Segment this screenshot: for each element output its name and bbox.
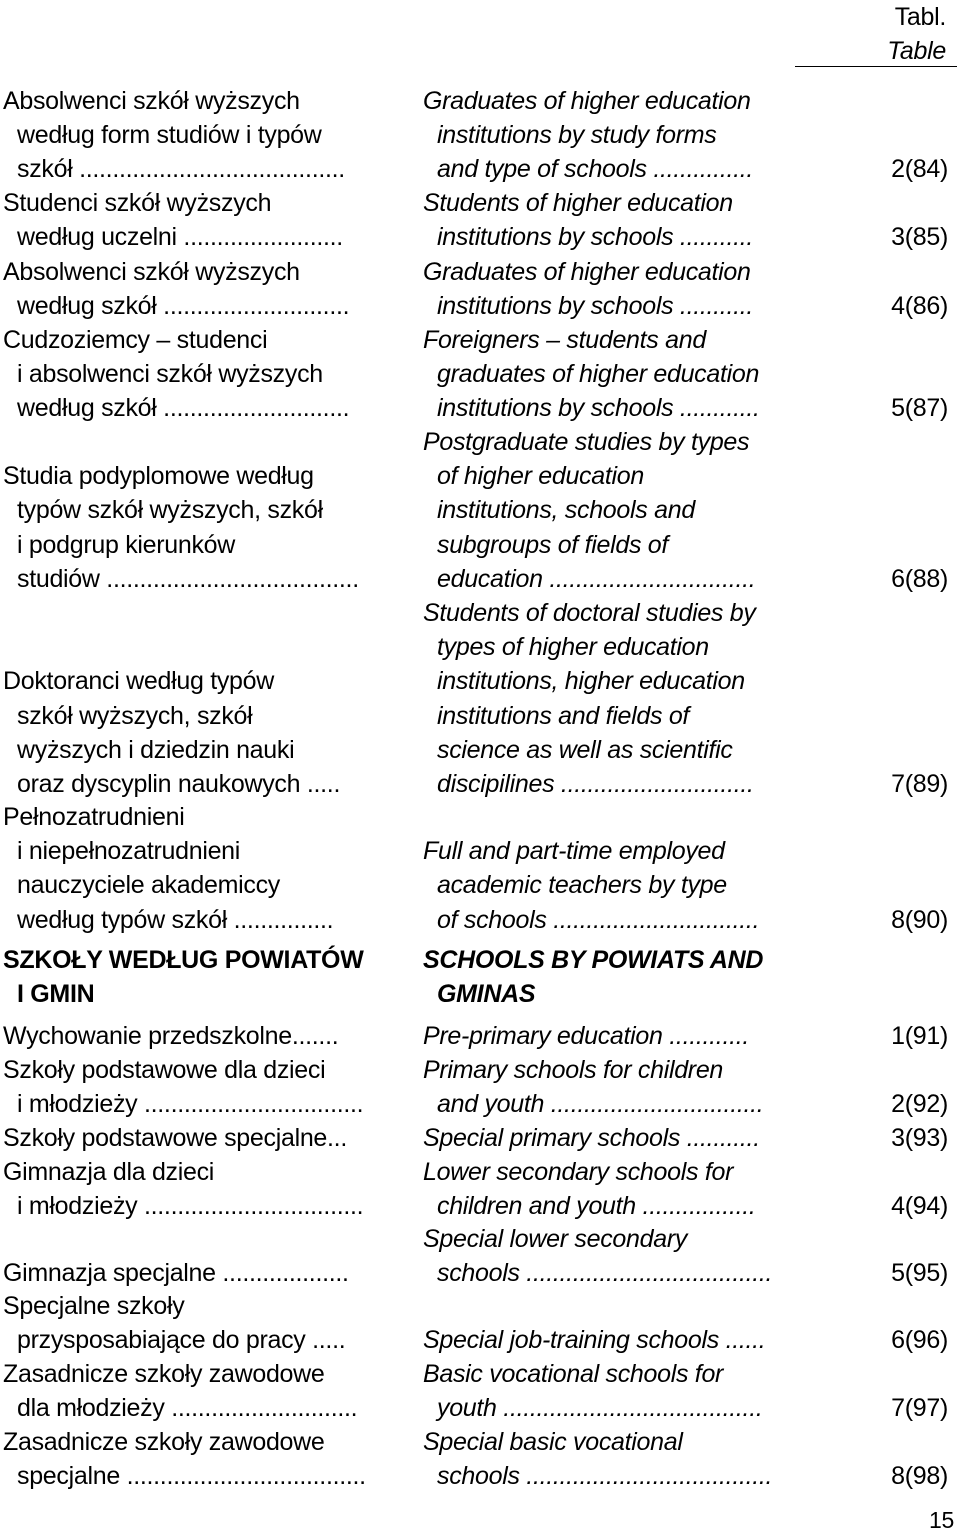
entry-line-pl: według typów szkół ............... [17, 905, 334, 934]
entry-title-pl [3, 1019, 398, 1053]
page-number: 15 [929, 1507, 954, 1533]
entry-title-en [423, 323, 803, 426]
entry-line-en: children and youth ................. [437, 1192, 756, 1221]
entry-line-pl: Absolwenci szkół wyższych [3, 87, 300, 115]
entry-title-pl [3, 1155, 398, 1223]
entry-line-pl: Szkoły podstawowe dla dzieci [3, 1056, 326, 1084]
entry-table-number: 5(95) [891, 1259, 948, 1288]
toc-entry [0, 1155, 960, 1223]
entry-table-number: 1(91) [891, 1022, 948, 1050]
entry-line-en: SCHOOLS BY POWIATS AND [423, 946, 764, 974]
entry-title-en [423, 255, 803, 323]
toc-entry [0, 1222, 960, 1290]
entry-line-en: and type of schools ............... [437, 155, 754, 184]
entry-line-en [423, 800, 803, 834]
entry-line-en: institutions, higher education [437, 667, 745, 696]
entry-line-pl: Zasadnicze szkoły zawodowe [3, 1428, 325, 1456]
entry-line-en: Pre-primary education ............ [423, 1022, 750, 1050]
entry-line-pl: Cudzoziemcy – studenci [3, 326, 268, 354]
entry-line-en: of schools ............................... [437, 905, 760, 934]
entry-line-pl: Studia podyplomowe według [3, 462, 314, 491]
entry-line-en: and youth ................................ [437, 1090, 764, 1119]
entry-line-en: institutions and fields of [437, 701, 690, 730]
entry-line-en: GMINAS [437, 980, 536, 1009]
entry-line-en: science as well as scientific [437, 735, 733, 764]
entry-table-number: 3(85) [891, 223, 948, 252]
entry-table-number: 2(84) [891, 155, 948, 184]
entry-title-pl [3, 1222, 398, 1290]
entry-title-pl [3, 800, 398, 937]
entry-line-en: Lower secondary schools for [423, 1158, 734, 1186]
toc-entry [0, 1425, 960, 1493]
entry-title-pl [3, 1357, 398, 1425]
toc-entry [0, 323, 960, 426]
entry-line-pl: według uczelni ........................ [17, 223, 343, 252]
header-pl: Tabl. [894, 3, 946, 31]
entry-title-en [423, 1155, 803, 1223]
entry-line-pl: przysposabiające do pracy ..... [17, 1326, 346, 1355]
entry-line-en: graduates of higher education [437, 360, 760, 389]
entry-title-en [423, 425, 803, 596]
entry-title-en [423, 943, 803, 1011]
entry-title-pl [3, 323, 398, 426]
entry-line-pl: Gimnazja dla dzieci [3, 1158, 215, 1186]
table-header [887, 0, 946, 68]
entry-line-en: Special primary schools ........... [423, 1124, 760, 1152]
entry-line-pl: dla młodzieży ............................ [17, 1394, 358, 1423]
toc-entry [0, 84, 960, 187]
entry-line-en: Special job-training schools ...... [423, 1326, 766, 1355]
entry-line-pl: Doktoranci według typów [3, 667, 275, 696]
toc-entry [0, 800, 960, 937]
entry-table-number: 7(97) [891, 1394, 948, 1423]
entry-line-en: Primary schools for children [423, 1056, 724, 1084]
entry-line-en: Full and part-time employed [423, 837, 725, 866]
toc-entry [0, 1019, 960, 1053]
entry-line-en: types of higher education [437, 633, 709, 662]
entry-line-pl: specjalne .................................... [17, 1462, 366, 1491]
entry-line-en: Students of doctoral studies by [423, 599, 756, 627]
entry-line-pl: szkół ........................................ [17, 155, 345, 184]
entry-line-en: institutions by schools ............ [437, 394, 760, 423]
entry-line-en: schools ..................................... [437, 1462, 773, 1491]
entry-line-en: Graduates of higher education [423, 87, 751, 115]
entry-table-number: 4(94) [891, 1192, 948, 1221]
entry-title-en [423, 84, 803, 187]
entry-line-en: institutions by schools ........... [437, 223, 754, 252]
entry-line-pl: i podgrup kierunków [17, 530, 236, 559]
entry-line-en: Graduates of higher education [423, 258, 751, 286]
entry-table-number: 2(92) [891, 1090, 948, 1119]
toc-entry [0, 1121, 960, 1155]
entry-line-pl: Zasadnicze szkoły zawodowe [3, 1360, 325, 1388]
entry-title-en [423, 186, 803, 254]
entry-line-pl: szkół wyższych, szkół [17, 701, 253, 730]
entry-line-en: academic teachers by type [437, 871, 727, 900]
entry-title-pl [3, 596, 398, 801]
entry-line-pl: Pełnozatrudnieni [3, 803, 185, 831]
entry-line-en: Postgraduate studies by types [423, 428, 750, 456]
entry-table-number: 4(86) [891, 292, 948, 321]
entry-title-en [423, 1019, 803, 1053]
entry-title-en [423, 1222, 803, 1290]
entry-line-en: Basic vocational schools for [423, 1360, 724, 1388]
entry-title-en [423, 800, 803, 937]
entry-line-en: subgroups of fields of [437, 530, 669, 559]
entry-line-pl: i młodzieży ................................. [17, 1090, 364, 1119]
toc-entry [0, 425, 960, 596]
entry-title-en [423, 1425, 803, 1493]
entry-line-en: schools ..................................... [437, 1259, 773, 1288]
entry-line-pl: według szkół ............................ [17, 394, 350, 423]
toc-entry [0, 186, 960, 254]
entry-table-number: 6(88) [891, 564, 948, 593]
toc-entry [0, 255, 960, 323]
entry-line-en: Foreigners – students and [423, 326, 706, 354]
entry-title-pl [3, 84, 398, 187]
entry-title-en [423, 1289, 803, 1357]
entry-table-number: 3(93) [891, 1124, 948, 1152]
entry-line-pl: typów szkół wyższych, szkół [17, 496, 323, 525]
entry-title-en [423, 596, 803, 801]
entry-line-en: of higher education [437, 462, 644, 491]
toc-entry [0, 596, 960, 801]
entry-line-pl: Szkoły podstawowe specjalne... [3, 1124, 347, 1152]
entry-table-number: 5(87) [891, 394, 948, 423]
entry-line-en: discipilines ............................. [437, 769, 754, 798]
entry-title-pl [3, 186, 398, 254]
entry-line-pl: wyższych i dziedzin nauki [17, 735, 295, 764]
entry-title-pl [3, 425, 398, 596]
entry-line-pl: według form studiów i typów [17, 121, 322, 150]
entry-line-en [423, 1289, 803, 1323]
entry-line-pl: nauczyciele akademiccy [17, 871, 280, 900]
entry-table-number: 7(89) [891, 770, 948, 798]
entry-line-en: institutions by schools ........... [437, 292, 754, 321]
entry-line-pl: według szkół ............................ [17, 292, 350, 321]
entry-line-pl: Specjalne szkoły [3, 1292, 185, 1320]
entry-line-en: education ............................... [437, 564, 756, 593]
toc-entry [0, 1357, 960, 1425]
entry-table-number: 8(90) [891, 905, 948, 934]
entry-line-pl: i młodzieży ................................. [17, 1192, 364, 1221]
entry-title-pl [3, 1053, 398, 1121]
header-en: Table [887, 37, 946, 65]
entry-line-en: institutions by study forms [437, 121, 717, 150]
entry-line-en: Special lower secondary [423, 1225, 688, 1253]
entry-line-pl [3, 1222, 398, 1256]
entry-line-en: institutions, schools and [437, 496, 695, 525]
entry-line-pl [3, 425, 398, 459]
entry-table-number: 6(96) [891, 1326, 948, 1355]
entry-line-pl: Wychowanie przedszkolne....... [3, 1022, 339, 1050]
entry-line-pl: i niepełnozatrudnieni [17, 837, 241, 866]
entry-title-pl [3, 1425, 398, 1493]
entry-line-pl: Gimnazja specjalne ................... [3, 1259, 349, 1288]
entry-line-pl: studiów ...................................... [17, 564, 359, 593]
entry-title-pl [3, 1289, 398, 1357]
entry-title-en [423, 1121, 803, 1155]
entry-title-pl [3, 1121, 398, 1155]
toc-entry [0, 1053, 960, 1121]
entry-title-en [423, 1357, 803, 1425]
entry-line-pl: Studenci szkół wyższych [3, 189, 272, 217]
entry-title-pl [3, 943, 398, 1011]
entry-line-pl: SZKOŁY WEDŁUG POWIATÓW [3, 946, 364, 974]
entry-line-pl [3, 596, 398, 630]
entry-table-number: 8(98) [891, 1462, 948, 1491]
entry-title-pl [3, 255, 398, 323]
entry-line-pl: I GMIN [17, 980, 95, 1009]
toc-entry [0, 1289, 960, 1357]
toc-entry [0, 943, 960, 1011]
entry-line-pl: oraz dyscyplin naukowych ..... [17, 769, 341, 798]
entry-line-pl: i absolwenci szkół wyższych [17, 360, 323, 389]
entry-title-en [423, 1053, 803, 1121]
entry-line-en: youth ....................................... [437, 1394, 763, 1423]
entry-line-pl [3, 630, 398, 664]
header-rule [795, 66, 957, 67]
entry-line-pl: Absolwenci szkół wyższych [3, 258, 300, 286]
entry-line-en: Students of higher education [423, 189, 733, 217]
entry-line-en: Special basic vocational [423, 1428, 683, 1456]
